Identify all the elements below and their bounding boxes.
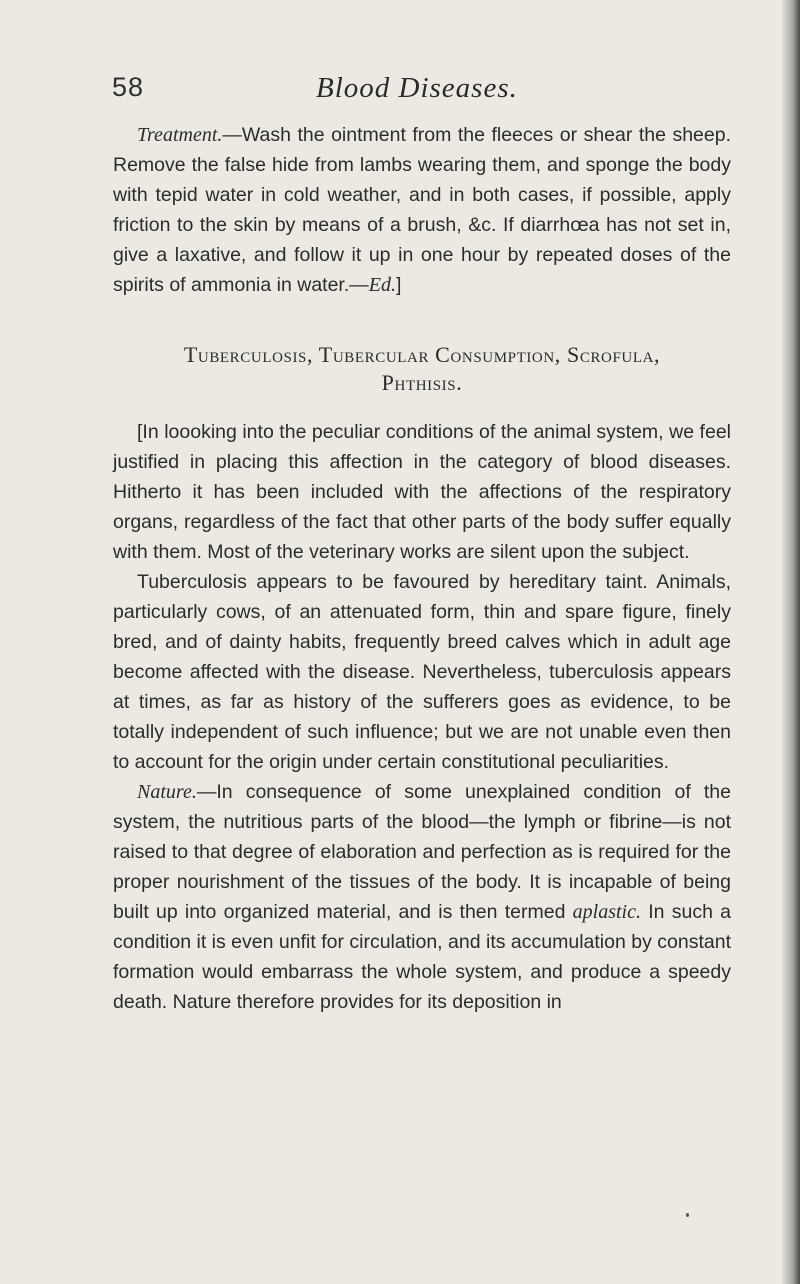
section-heading bbox=[113, 341, 731, 397]
body-text bbox=[113, 120, 731, 1017]
treatment-paragraph bbox=[113, 120, 731, 300]
nature-label: Nature. bbox=[137, 781, 197, 803]
intro-paragraph: [In loooking into the peculiar conditions of the animal system, we feel justified in placing this affection in the category of blood diseases. Hitherto it has been included with the affections of the respiratory organs, regardless of the fact that other parts of the body suffer equally with them. Most of the veterinary works are silent upon the subject. bbox=[113, 421, 731, 563]
treatment-label: Treatment. bbox=[137, 124, 223, 146]
nature-text-after: In such a condition it is even unfit for circulation, and its accumulation by constant formation would embarrass the whole system, and produce a speedy death. Nature therefore provides for its deposition in bbox=[113, 901, 731, 1013]
running-title: Blood Diseases. bbox=[316, 72, 518, 104]
section-heading-line-1: Tuberculosis, Tubercular Consumption, Scrofula, bbox=[183, 342, 661, 367]
section-heading-line-2: Phthisis. bbox=[381, 370, 463, 395]
aplastic-term: aplastic. bbox=[572, 901, 641, 923]
treatment-text: —Wash the ointment from the fleeces or shear the sheep. Remove the false hide from lambs wearing them, and sponge the body with tepid water in cold weather, and in both cases, if possible, apply friction to the skin by means of a brush, &c. If diarrhœa has not set in, give a laxative, and follow it up in one hour by repeated doses of the spirits of ammonia in water.— bbox=[113, 124, 731, 296]
treatment-closing: ] bbox=[395, 274, 402, 296]
hereditary-paragraph: Tuberculosis appears to be favoured by hereditary taint. Animals, particularly cows, of an attenuated form, thin and spare figure, finely bred, and of dainty habits, frequently breed calves which in adult age become affected with the disease. Nevertheless, tuberculosis appears at times, as far as history of the sufferers goes as evidence, to be totally independent of such influence; but we are not unable even then to account for the origin under certain constitutional peculiarities. bbox=[113, 571, 731, 773]
page-number: 58 bbox=[112, 72, 145, 102]
print-speck bbox=[686, 1213, 689, 1217]
nature-text-before: —In consequence of some unexplained condition of the system, the nutritious parts of the blood—the lymph or fibrine—is not raised to that degree of elaboration and perfection as is required for the proper nourishment of the tissues of the body. It is incapable of being built up into organized material, and is then termed bbox=[113, 781, 731, 923]
nature-paragraph bbox=[113, 777, 731, 1017]
editor-mark: Ed. bbox=[368, 274, 396, 296]
page-header bbox=[112, 72, 732, 112]
page-edge-shadow bbox=[782, 0, 800, 1284]
